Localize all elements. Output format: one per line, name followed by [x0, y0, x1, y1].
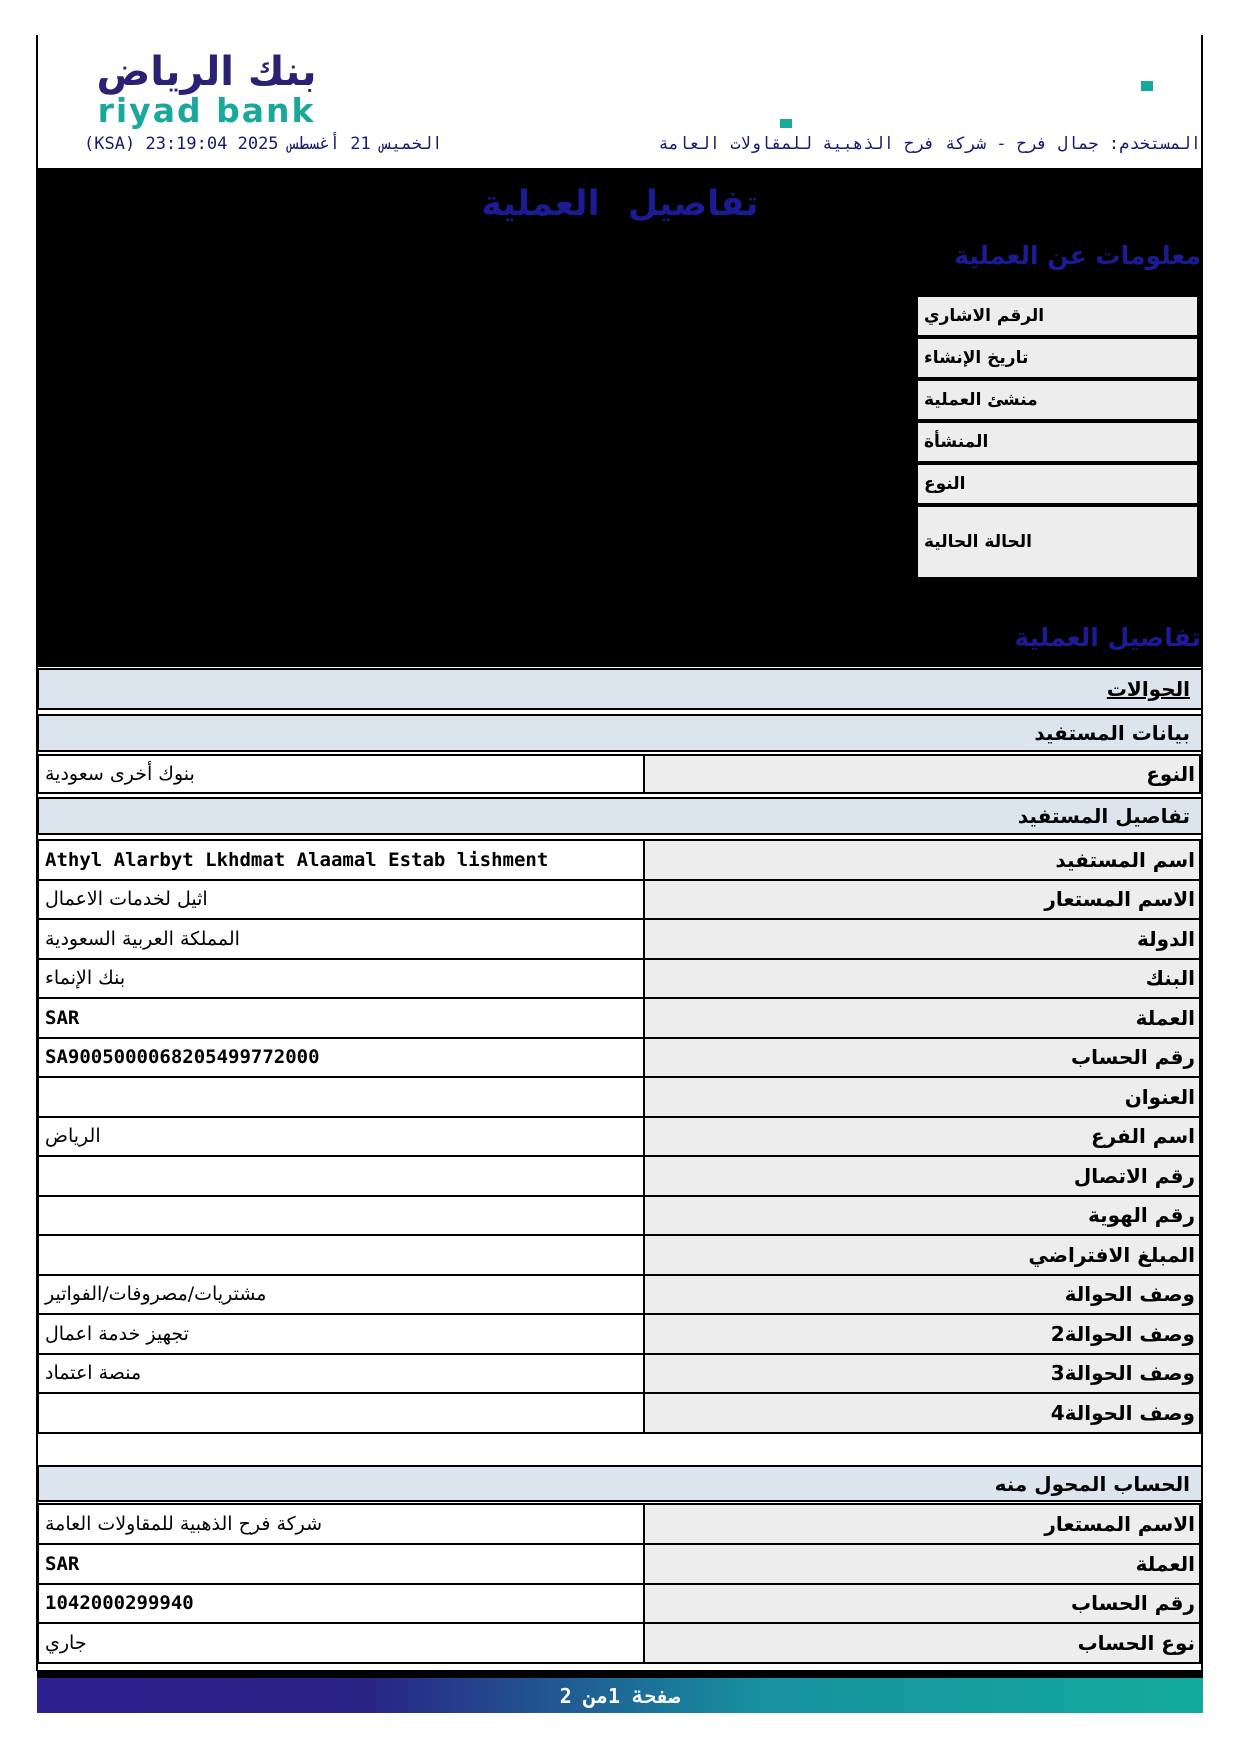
table-row [37, 1503, 1203, 1545]
row-value: تجهيز خدمة اعمال [37, 1313, 645, 1355]
row-value: الرياض [37, 1116, 645, 1158]
row-value: اثيل لخدمات الاعمال [37, 879, 645, 921]
info-row-type: النوع [917, 464, 1198, 504]
beneficiary-details-table [37, 839, 1203, 1434]
row-value [37, 1076, 645, 1118]
row-label: وصف الحوالة2 [643, 1313, 1201, 1355]
operation-info-table [917, 296, 1198, 580]
riyad-bank-logo [64, 49, 349, 130]
teal-square-top-icon [1141, 81, 1153, 91]
table-row [37, 1353, 1203, 1395]
table-row [37, 1116, 1203, 1158]
logo-latin-text: riyad bank [97, 91, 316, 130]
table-row [37, 1234, 1203, 1276]
page-number-indicator: صفحة 1من 2 [559, 1683, 681, 1708]
table-row [37, 839, 1203, 881]
row-value: منصة اعتماد [37, 1353, 645, 1395]
footer-gradient-bar [37, 1678, 1203, 1713]
beneficiary-data-header-label: بيانات المستفيد [1034, 721, 1190, 745]
transaction-details-panel [37, 168, 1203, 667]
info-row-operation-creator: منشئ العملية [917, 380, 1198, 420]
datetime-text: الخميس 21 أغسطس 2025 23:19:04 (KSA) [84, 134, 443, 154]
row-label: الاسم المستعار [643, 1503, 1201, 1545]
info-row-creation-date: تاريخ الإنشاء [917, 338, 1198, 378]
logo-arabic-text: بنك الرياض [96, 49, 317, 95]
row-label: المبلغ الافتراضي [643, 1234, 1201, 1276]
transfers-header [37, 668, 1203, 710]
table-row [37, 1543, 1203, 1585]
type-table [37, 754, 1203, 794]
row-value: بنك الإنماء [37, 958, 645, 1000]
row-value: بنوك أخرى سعودية [37, 754, 645, 794]
row-label: العنوان [643, 1076, 1201, 1118]
table-row [37, 958, 1203, 1000]
row-label: رقم الحساب [643, 1583, 1201, 1625]
row-label: النوع [643, 754, 1201, 794]
beneficiary-details-header-label: تفاصيل المستفيد [1017, 804, 1190, 828]
row-label: وصف الحوالة [643, 1274, 1201, 1316]
row-label: العملة [643, 997, 1201, 1039]
row-label: اسم الفرع [643, 1116, 1201, 1158]
row-value [37, 1392, 645, 1434]
table-row [37, 1076, 1203, 1118]
table-row [37, 1583, 1203, 1625]
transfers-header-label: الحوالات [1106, 677, 1190, 701]
row-label: رقم الحساب [643, 1037, 1201, 1079]
row-label: العملة [643, 1543, 1201, 1585]
source-account-table [37, 1503, 1203, 1664]
row-value [37, 1155, 645, 1197]
table-row [37, 1313, 1203, 1355]
row-value: SAR [37, 1543, 645, 1585]
beneficiary-data-header [37, 714, 1203, 752]
table-row [37, 879, 1203, 921]
source-account-header-label: الحساب المحول منه [994, 1471, 1190, 1496]
row-value [37, 1234, 645, 1276]
row-label: اسم المستفيد [643, 839, 1201, 881]
row-label: نوع الحساب [643, 1622, 1201, 1664]
beneficiary-details-header [37, 797, 1203, 835]
table-row [37, 918, 1203, 960]
row-value: 1042000299940 [37, 1583, 645, 1625]
table-row [37, 1274, 1203, 1316]
row-value: مشتريات/مصروفات/الفواتير [37, 1274, 645, 1316]
footer-black-bar [37, 1670, 1203, 1678]
info-row-current-status: الحالة الحالية [917, 506, 1198, 578]
operation-details-heading: تفاصيل العملية [1014, 623, 1201, 652]
row-label: وصف الحوالة3 [643, 1353, 1201, 1395]
operation-info-heading: معلومات عن العملية [954, 241, 1201, 270]
row-label: البنك [643, 958, 1201, 1000]
table-row [37, 1195, 1203, 1237]
row-label: الدولة [643, 918, 1201, 960]
table-row [37, 754, 1203, 794]
row-value: Athyl Alarbyt Lkhdmat Alaamal Estab lishment [37, 839, 645, 881]
page-title: تفاصيل العملية [481, 184, 759, 224]
row-value: شركة فرح الذهبية للمقاولات العامة [37, 1503, 645, 1545]
table-row [37, 1037, 1203, 1079]
row-value: SA9005000068205499772000 [37, 1037, 645, 1079]
user-info-text: المستخدم: جمال فرح - شركة فرح الذهبية للمقاولات العامة [658, 134, 1201, 154]
info-row-establishment: المنشأة [917, 422, 1198, 462]
row-label: رقم الاتصال [643, 1155, 1201, 1197]
table-row [37, 1155, 1203, 1197]
row-label: الاسم المستعار [643, 879, 1201, 921]
row-value: المملكة العربية السعودية [37, 918, 645, 960]
info-row-reference-number: الرقم الاشاري [917, 296, 1198, 336]
row-label: وصف الحوالة4 [643, 1392, 1201, 1434]
row-value [37, 1195, 645, 1237]
row-value: SAR [37, 997, 645, 1039]
source-account-header [37, 1465, 1203, 1502]
table-row [37, 997, 1203, 1039]
table-row [37, 1392, 1203, 1434]
teal-square-mid-icon [780, 119, 792, 128]
row-label: رقم الهوية [643, 1195, 1201, 1237]
table-row [37, 1622, 1203, 1664]
row-value: جاري [37, 1622, 645, 1664]
